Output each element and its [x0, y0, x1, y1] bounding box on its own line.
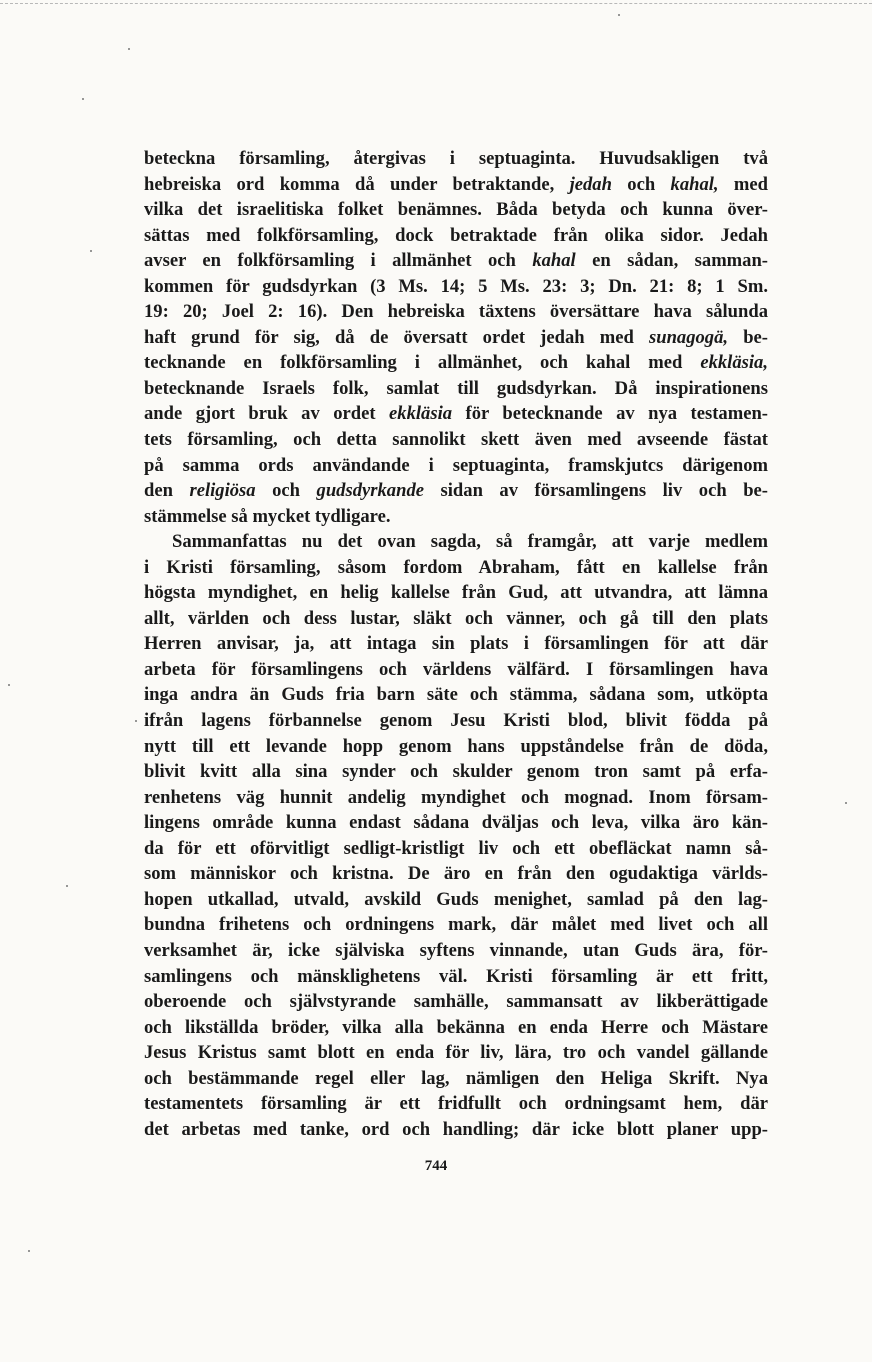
text-line: oberoende och självstyrande samhälle, sammansatt av likberättigade [144, 991, 768, 1013]
text-line: avser en folkförsamling i allmänhet och kahal en sådan, samman- [144, 250, 768, 272]
text-line: stämmelse så mycket tydligare. [144, 505, 391, 527]
text-line: sättas med folkförsamling, dock betraktade från olika sidor. Jedah [144, 224, 768, 246]
scan-speck [66, 885, 68, 887]
text-line: den religiösa och gudsdyrkande sidan av församlingens liv och be- [144, 480, 768, 502]
text-line: ifrån lagens förbannelse genom Jesu Kristi blod, blivit födda på [144, 710, 768, 732]
text-line: på samma ords användande i septuaginta, framskjutcs därigenom [144, 454, 768, 476]
text-line: hopen utkallad, utvald, avskild Guds menighet, samlad på den lag- [144, 888, 768, 910]
document-page [144, 146, 768, 1142]
text-line: det arbetas med tanke, ord och handling; där icke blott planer upp- [144, 1118, 768, 1140]
page-number: 744 [424, 1158, 448, 1174]
text-line: lingens område kunna endast sådana dväljas och leva, vilka äro kän- [144, 812, 768, 834]
text-line: inga andra än Guds fria barn säte och stämma, sådana som, utköpta [144, 684, 768, 706]
scan-top-edge [0, 3, 872, 4]
scan-speck [28, 1250, 30, 1252]
text-line: tecknande en folkförsamling i allmänhet, och kahal med ekkläsia, [144, 352, 768, 374]
text-line: som människor och kristna. De äro en från den ogudaktiga världs- [144, 863, 768, 885]
text-line: bundna frihetens och ordningens mark, där målet med livet och all [144, 914, 768, 936]
text-line: vilka det israelitiska folket benämnes. Båda betyda och kunna över- [144, 199, 768, 221]
text-line: haft grund för sig, då de översatt ordet jedah med sunagogä, be- [144, 326, 768, 348]
text-line: 19: 20; Joel 2: 16). Den hebreiska täxtens översättare hava sålunda [144, 301, 768, 323]
text-line: Herren anvisar, ja, att intaga sin plats i församlingen för att där [144, 633, 768, 655]
text-line: och likställda bröder, vilka alla bekänna en enda Herre och Mästare [144, 1016, 768, 1038]
scan-speck [90, 250, 92, 252]
text-line: renhetens väg hunnit andelig myndighet och mognad. Inom försam- [144, 786, 768, 808]
text-line: samlingens och mänsklighetens väl. Kristi församling är ett fritt, [144, 965, 768, 987]
text-line: ande gjort bruk av ordet ekkläsia för betecknande av nya testamen- [144, 403, 768, 425]
scan-speck [128, 48, 130, 50]
text-line: och bestämmande regel eller lag, nämligen den Heliga Skrift. Nya [144, 1067, 768, 1089]
scan-speck [8, 684, 10, 686]
scan-speck [135, 720, 137, 722]
text-line: tets församling, och detta sannolikt skett även med avseende fästat [144, 429, 768, 451]
scan-speck [82, 98, 84, 100]
text-line: allt, världen och dess lustar, släkt och vänner, och gå till den plats [144, 607, 768, 629]
text-line: i Kristi församling, såsom fordom Abraham, fått en kallelse från [144, 556, 768, 578]
text-line: verksamhet är, icke själviska syftens vinnande, utan Guds ära, för- [144, 939, 768, 961]
text-line: nytt till ett levande hopp genom hans uppståndelse från de döda, [144, 735, 768, 757]
scan-speck [618, 14, 620, 16]
text-line: hebreiska ord komma då under betraktande, jedah och kahal, med [144, 173, 768, 195]
text-line: da för ett oförvitligt sedligt-kristligt liv och ett obefläckat namn så- [144, 837, 768, 859]
text-line: högsta myndighet, en helig kallelse från Gud, att utvandra, att lämna [144, 582, 768, 604]
text-line: kommen för gudsdyrkan (3 Ms. 14; 5 Ms. 23: 3; Dn. 21: 8; 1 Sm. [144, 275, 768, 297]
text-line: testamentets församling är ett fridfullt och ordningsamt hem, där [144, 1093, 768, 1115]
text-line: blivit kvitt alla sina synder och skulder genom tron samt på erfa- [144, 761, 768, 783]
text-line: betecknande Israels folk, samlat till gudsdyrkan. Då inspirationens [144, 377, 768, 399]
text-line: beteckna församling, återgivas i septuaginta. Huvudsakligen två [144, 148, 768, 169]
text-line: Sammanfattas nu det ovan sagda, så framgår, att varje medlem [172, 531, 768, 553]
text-line: Jesus Kristus samt blott en enda för liv, lära, tro och vandel gällande [144, 1042, 768, 1064]
text-line: arbeta för församlingens och världens välfärd. I församlingen hava [144, 658, 768, 680]
scan-speck [845, 802, 847, 804]
